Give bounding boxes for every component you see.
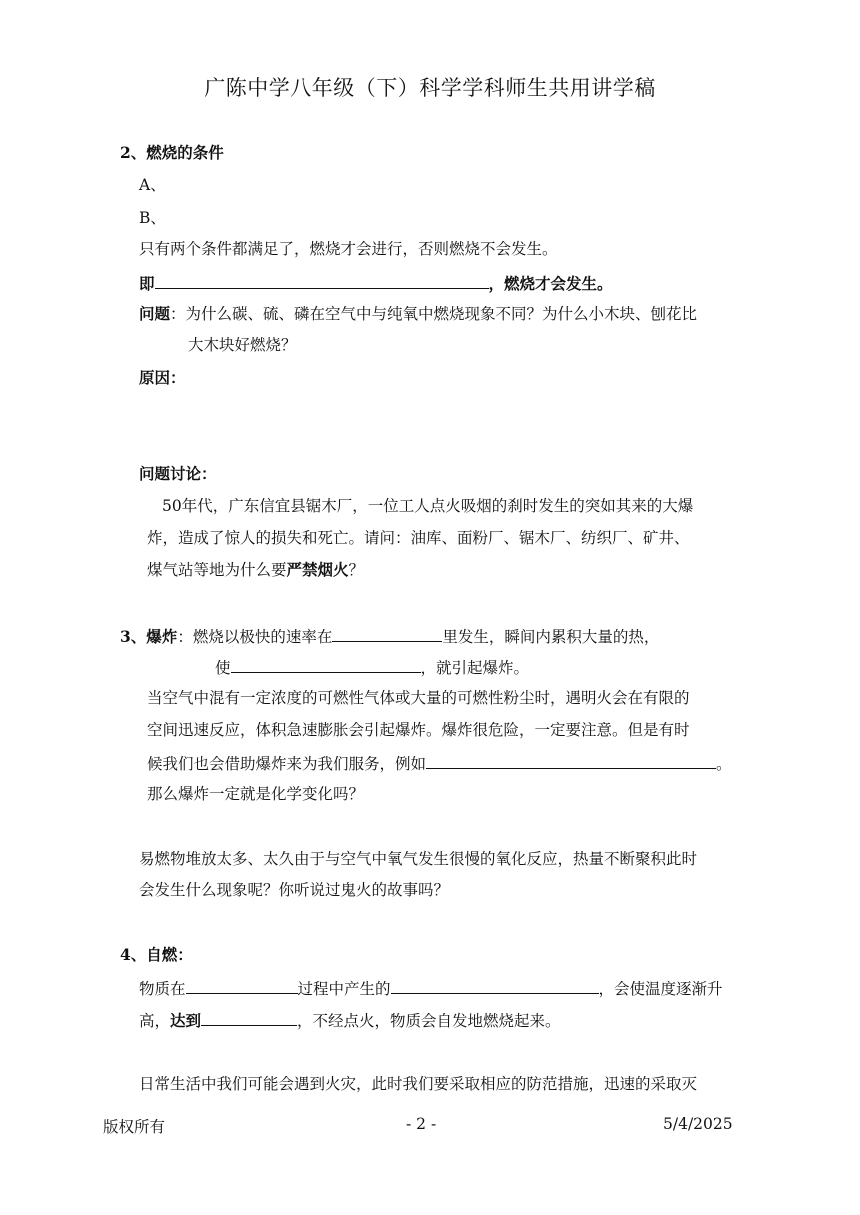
condition-a: A、 — [139, 176, 166, 194]
explosion-example-blank — [426, 752, 716, 769]
question-text-1: ：为什么碳、硫、磷在空气中与纯氧中燃烧现象不同？为什么小木块、刨花比 — [170, 305, 698, 323]
explosion-def-c: 使 — [215, 659, 231, 677]
self-ignition-blank-1 — [186, 977, 298, 994]
explosion-para-2: 空间迅速反应，体积急速膨胀会引起爆炸。爆炸很危险，一定要注意。但是有时 — [147, 721, 690, 739]
question-label: 问题 — [139, 304, 171, 323]
explosion-def-a: ：燃烧以极快的速率在 — [177, 628, 333, 646]
explosion-line-2 — [215, 656, 529, 678]
explosion-def-b: 里发生，瞬间内累积大量的热， — [442, 628, 660, 646]
discussion-line-1: 50年代，广东信宜县锯木厂，一位工人点火吸烟的刹时发生的突如其来的大爆 — [162, 497, 694, 515]
discussion-line-3-prefix: 煤气站等地为什么要 — [147, 561, 287, 579]
footer-page-number: - 2 - — [406, 1115, 437, 1133]
conditions-statement: 只有两个条件都满足了，燃烧才会进行，否则燃烧不会发生。 — [139, 240, 558, 258]
explosion-blank-1 — [332, 625, 442, 642]
self-ignition-b: 过程中产生的 — [297, 980, 391, 998]
question-line-2: 大木块好燃烧？ — [188, 336, 297, 354]
question-line-1 — [139, 304, 697, 324]
oxidation-para-2: 会发生什么现象呢？你听说过鬼火的故事吗？ — [139, 881, 450, 899]
section-3-number: 3、 — [120, 627, 147, 646]
explosion-para-3 — [147, 752, 732, 774]
reason-label: 原因： — [139, 368, 186, 387]
self-ignition-line-2 — [139, 1009, 561, 1031]
self-ignition-d: 高， — [139, 1012, 171, 1030]
discussion-line-3-suffix: ？ — [348, 561, 365, 579]
footer-copyright: 版权所有 — [103, 1118, 166, 1136]
ji-blank — [155, 272, 489, 289]
ji-prefix: 即 — [139, 274, 155, 293]
page-title: 广陈中学八年级（下）科学学科师生共用讲学稿 — [204, 76, 656, 100]
explosion-question: 那么爆炸一定就是化学变化吗？ — [147, 785, 365, 803]
ji-suffix: ，燃烧才会发生。 — [488, 274, 613, 293]
section-2-heading: 2、燃烧的条件 — [120, 143, 224, 162]
discussion-heading: 问题讨论： — [139, 464, 217, 483]
explosion-def-d: ，就引起爆炸。 — [420, 659, 530, 677]
oxidation-para-1: 易燃物堆放太多、太久由于与空气中氧气发生很慢的氧化反应，热量不断聚积此时 — [139, 850, 698, 868]
condition-b: B、 — [139, 209, 166, 227]
reach-word: 达到 — [170, 1011, 202, 1030]
explosion-blank-2 — [231, 656, 421, 673]
self-ignition-line-1 — [139, 977, 723, 999]
self-ignition-blank-2 — [391, 977, 599, 994]
fire-paragraph: 日常生活中我们可能会遇到火灾，此时我们要采取相应的防范措施，迅速的采取灭 — [139, 1075, 698, 1093]
section-4-heading: 4、自燃： — [120, 945, 193, 964]
self-ignition-e: ，不经点火，物质会自发地燃烧起来。 — [297, 1012, 561, 1030]
explosion-para-3-b: 。 — [716, 755, 732, 773]
discussion-line-2: 炸，造成了惊人的损失和死亡。请问：油库、面粉厂、锯木厂、纺织厂、矿井、 — [147, 529, 690, 547]
explosion-term: 爆炸 — [146, 627, 178, 646]
strict-no-fire: 严禁烟火 — [286, 560, 349, 579]
explosion-para-3-a: 候我们也会借助爆炸来为我们服务，例如 — [147, 755, 427, 773]
self-ignition-c: ，会使温度逐渐升 — [598, 980, 723, 998]
explosion-para-1: 当空气中混有一定浓度的可燃性气体或大量的可燃性粉尘时，遇明火会在有限的 — [147, 689, 690, 707]
footer-date: 5/4/2025 — [663, 1115, 733, 1133]
self-ignition-blank-3 — [201, 1009, 297, 1026]
discussion-line-3 — [147, 560, 364, 580]
self-ignition-a: 物质在 — [139, 980, 186, 998]
ji-line — [139, 272, 613, 294]
explosion-line-1 — [120, 625, 659, 647]
